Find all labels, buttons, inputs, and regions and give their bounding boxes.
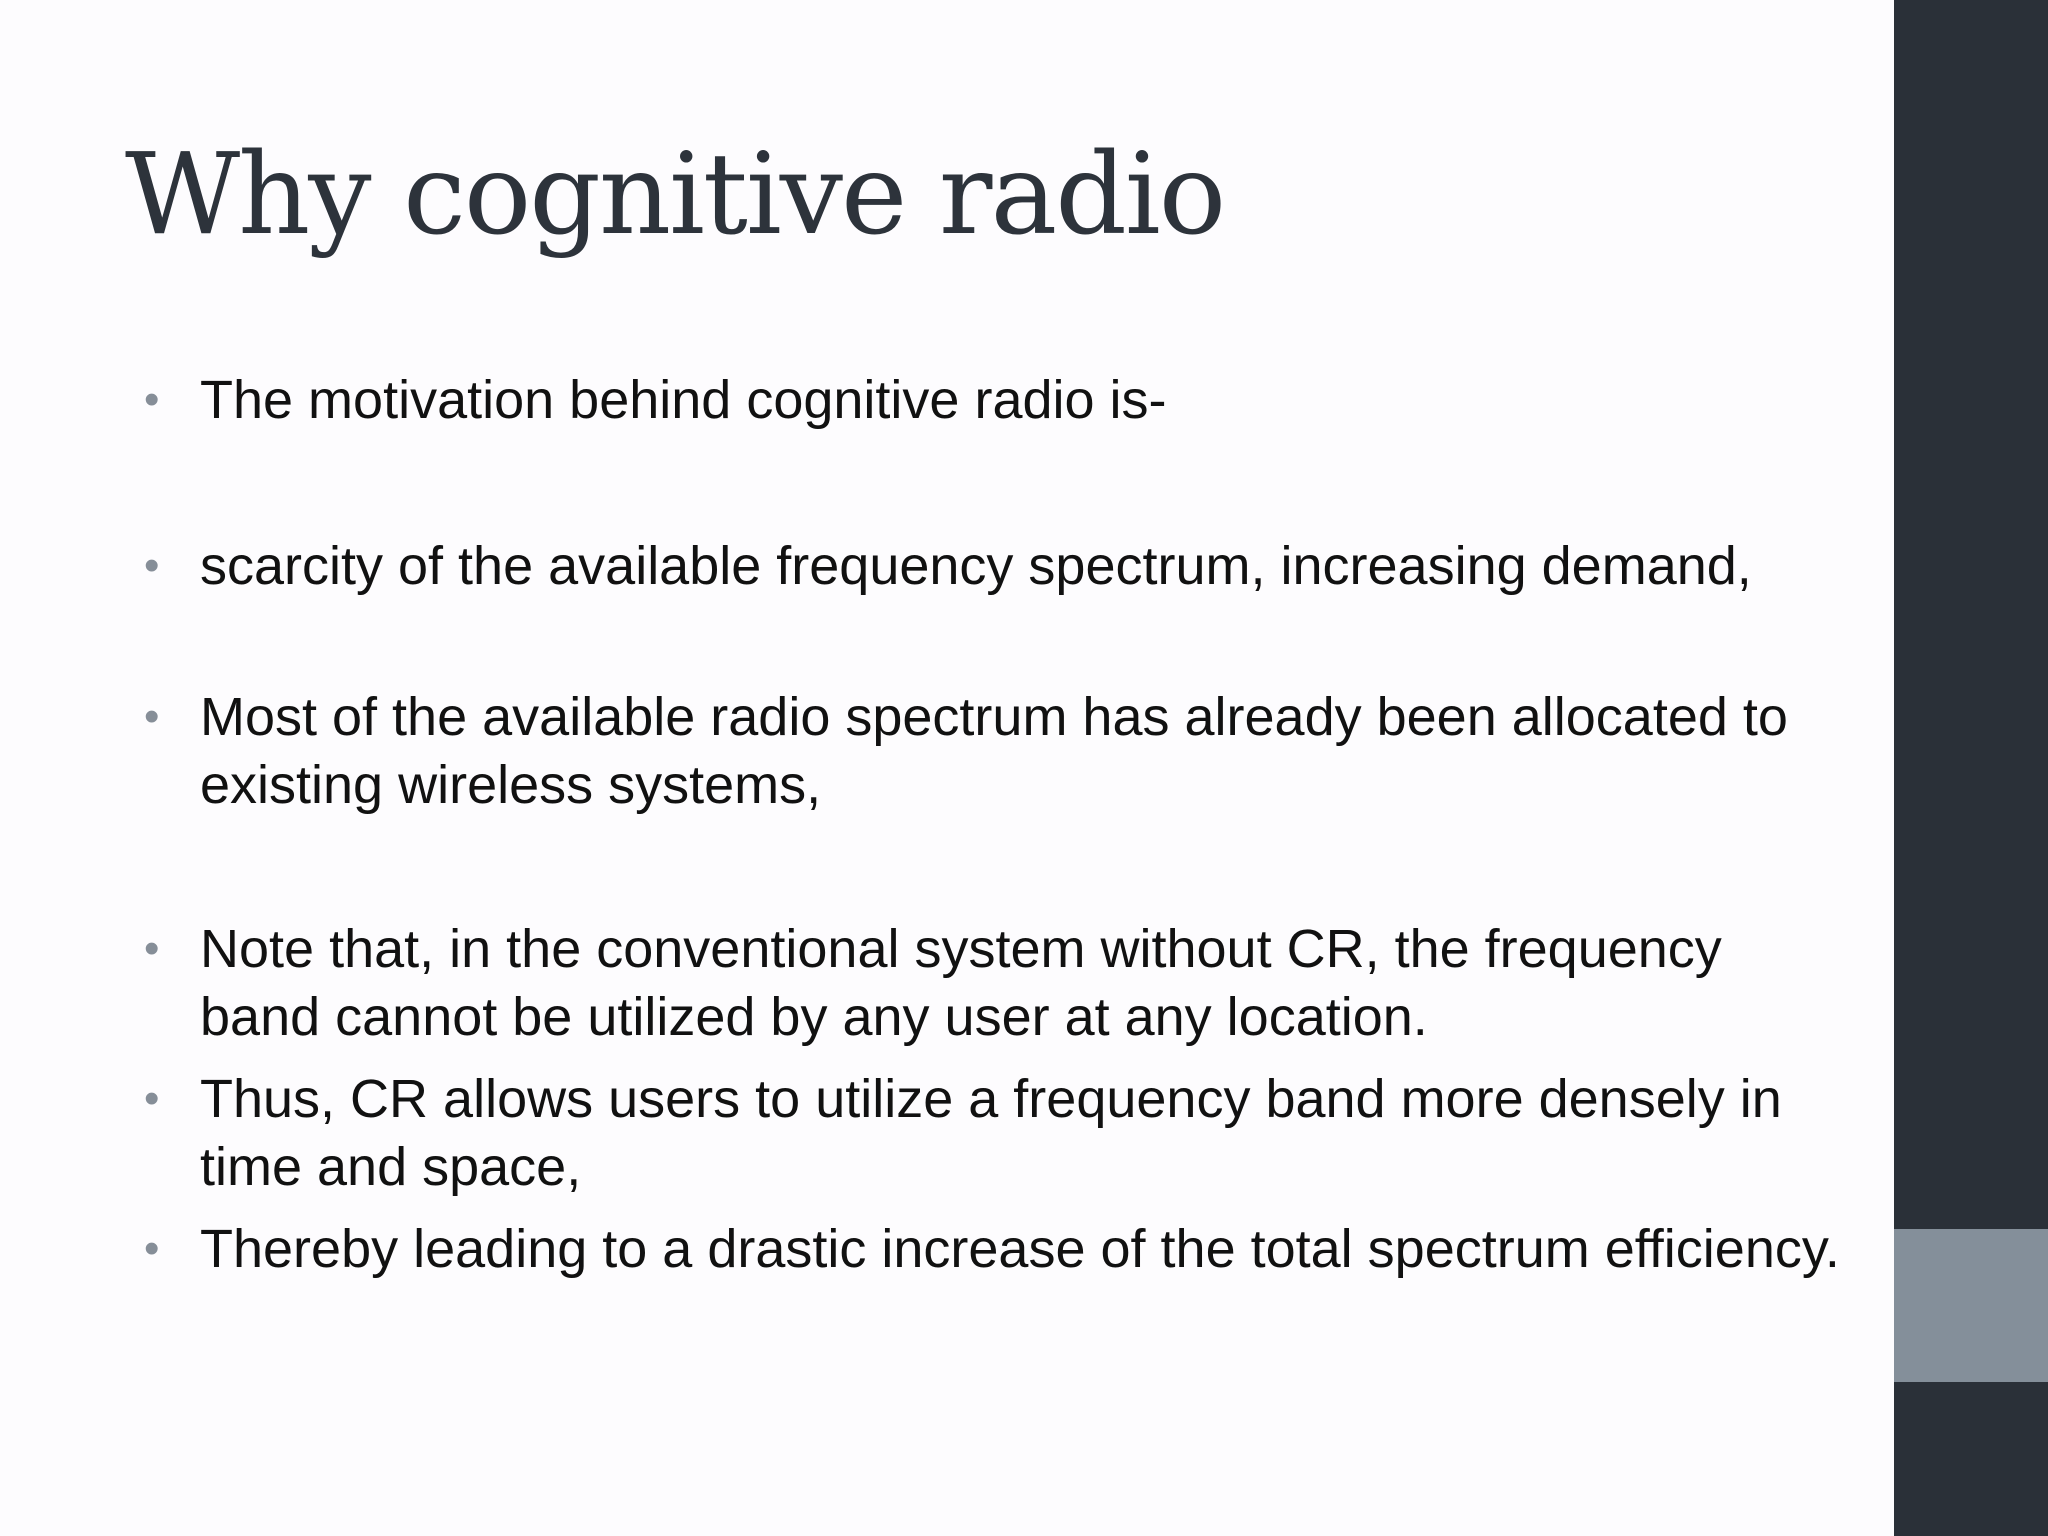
bullet-item: • Thereby leading to a drastic increase of the total spectrum efficiency. — [200, 1215, 1840, 1283]
slide-title: Why cognitive radio — [125, 130, 1225, 260]
bullet-item: • Most of the available radio spectrum has already been allocated to existing wireless systems, — [200, 683, 1840, 819]
bullet-item: • Thus, CR allows users to utilize a frequency band more densely in time and space, — [200, 1065, 1840, 1201]
bullet-item: • scarcity of the available frequency spectrum, increasing demand, — [200, 532, 1840, 600]
bullet-item: • The motivation behind cognitive radio is- — [200, 366, 1840, 434]
side-accent-block — [1894, 1229, 2048, 1382]
bullet-item: • Note that, in the conventional system without CR, the frequency band cannot be utilized by any user at any location. — [200, 915, 1840, 1051]
